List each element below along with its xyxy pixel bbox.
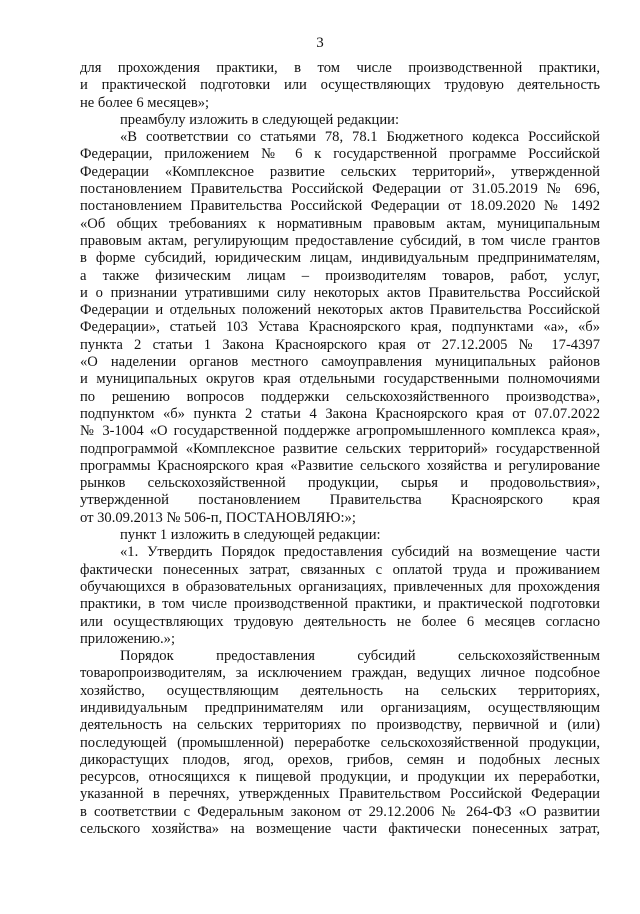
text-line: Порядок предоставления субсидий сельскохозяйственным (120, 648, 600, 665)
paragraph-preamble-text (80, 129, 600, 527)
text-line: ресурсов, относящихся к пищевой продукции, и продукции их переработки, (80, 769, 600, 786)
document-body (80, 60, 600, 838)
text-line: пункта 2 статьи 1 Закона Красноярского края от 27.12.2005 № 17-4397 (80, 336, 600, 353)
text-line: пункт 1 изложить в следующей редакции: (120, 527, 381, 544)
text-line: «О наделении органов местного самоуправления муниципальных районов (80, 354, 600, 371)
text-line: не более 6 месяцев»; (80, 94, 210, 111)
text-line: постановлением Правительства Российской Федерации от 18.09.2020 № 1492 (80, 198, 600, 215)
text-line: сельского хозяйства» на возмещение части фактически понесенных затрат, (80, 821, 600, 838)
text-line: фактически понесенных затрат, связанных с оплатой труда и проживанием (80, 561, 600, 578)
text-line: «В соответствии со статьями 78, 78.1 Бюджетного кодекса Российской (120, 129, 600, 146)
text-line: указанной в перечнях, утвержденных Правительством Российской Федерации (80, 786, 600, 803)
text-line: «Об общих требованиях к нормативным правовым актам, муниципальным (80, 215, 600, 232)
text-line: постановлением Правительства Российской Федерации от 31.05.2019 № 696, (80, 181, 600, 198)
text-line: а также физическим лицам – производителям товаров, работ, услуг, (80, 267, 600, 284)
text-line: последующей (промышленной) переработке сельскохозяйственной продукции, (80, 734, 600, 751)
text-line: утвержденной постановлением Правительства Красноярского края (80, 492, 600, 509)
text-line: индивидуальным предпринимателям или организациям, осуществляющим (80, 699, 600, 716)
text-line: хозяйство, осуществляющим деятельность на сельских территориях, (80, 682, 600, 699)
text-line: дикорастущих плодов, ягод, орехов, грибов, семян и подобных лесных (80, 751, 600, 768)
text-line: товаропроизводителям, за исключением граждан, ведущих личное подсобное (80, 665, 600, 682)
text-line: Федерации «Комплексное развитие сельских территорий», утвержденной (80, 163, 600, 180)
text-line: в соответствии с Федеральным законом от 29.12.2006 № 264-ФЗ «О развитии (80, 803, 600, 820)
text-line: обучающихся в образовательных организациях, привлеченных для прохождения (80, 578, 600, 595)
text-line: и о признании утратившими силу некоторых актов Правительства Российской (80, 284, 600, 301)
text-line: от 30.09.2013 № 506-п, ПОСТАНОВЛЯЮ:»; (80, 509, 356, 526)
paragraph-preamble-instruction (80, 112, 600, 129)
text-line: подпрограммой «Комплексное развитие сельских территорий» государственной (80, 440, 600, 457)
text-line: преамбулу изложить в следующей редакции: (120, 111, 400, 128)
text-line: приложению.»; (80, 630, 176, 647)
text-line: рынков сельскохозяйственной продукции, сырья и продовольствия», (80, 475, 600, 492)
text-line: деятельность на сельских территориях по производству, первичной и (или) (80, 717, 600, 734)
paragraph-procedure (80, 648, 600, 838)
text-line: для прохождения практики, в том числе производственной практики, (80, 60, 600, 76)
text-line: Федерации, приложением № 6 к государственной программе Российской (80, 146, 600, 163)
text-line: подпунктом «б» пункта 2 статьи 4 Закона Красноярского края от 07.07.2022 (80, 405, 600, 422)
text-line: практики, в том числе производственной практики, и практической подготовки (80, 596, 600, 613)
text-line: и практической подготовки или осуществляющих трудовую деятельность (80, 77, 600, 94)
page-number: 3 (316, 35, 324, 51)
paragraph-point1-text (80, 544, 600, 648)
text-line: Федерации и отдельных положений некоторых актов Правительства Российской (80, 302, 600, 319)
text-line: № 3-1004 «О государственной поддержке агропромышленного комплекса края», (80, 423, 600, 440)
paragraph-point1-instruction (80, 527, 600, 544)
text-line: в форме субсидий, юридическим лицам, индивидуальным предпринимателям, (80, 250, 600, 267)
text-line: «1. Утвердить Порядок предоставления субсидий на возмещение части (120, 544, 600, 561)
paragraph-continuation (80, 60, 600, 112)
text-line: программы Красноярского края «Развитие сельского хозяйства и регулирование (80, 457, 600, 474)
text-line: по решению вопросов поддержки сельскохозяйственного производства», (80, 388, 600, 405)
text-line: и муниципальных округов края отдельными государственными полномочиями (80, 371, 600, 388)
text-line: правовым актам, регулирующим предоставление субсидий, в том числе грантов (80, 232, 600, 249)
text-line: Федерации», статьей 103 Устава Красноярского края, подпунктами «а», «б» (80, 319, 600, 336)
text-line: или осуществляющих трудовую деятельность не более 6 месяцев согласно (80, 613, 600, 630)
